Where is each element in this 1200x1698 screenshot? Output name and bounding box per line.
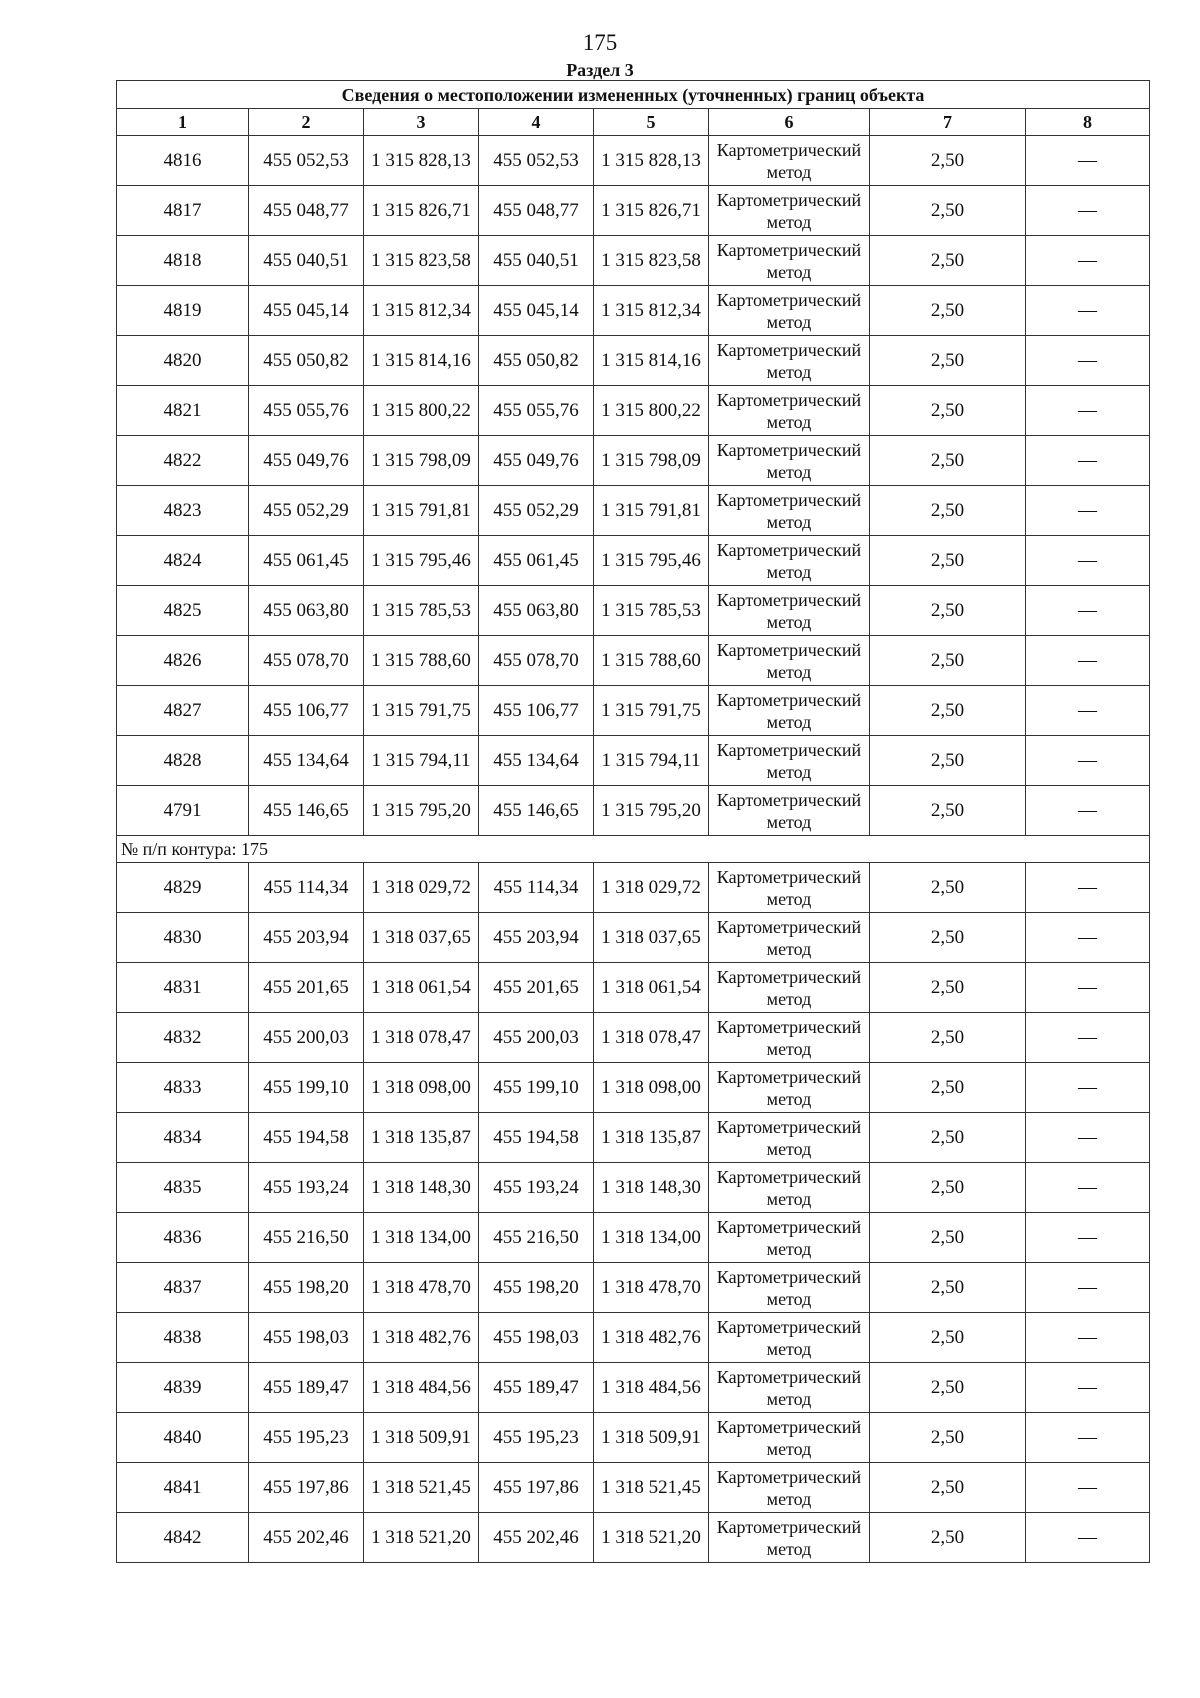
cell-method: Картометрический метод: [709, 1313, 870, 1363]
cell-x-new: 455 061,45: [479, 536, 594, 586]
cell-point-number: 4837: [117, 1263, 249, 1313]
cell-accuracy: 2,50: [870, 1263, 1026, 1313]
column-number-1: 1: [117, 109, 249, 136]
cell-accuracy: 2,50: [870, 336, 1026, 386]
cell-y-old: 1 318 098,00: [364, 1063, 479, 1113]
cell-x-old: 455 199,10: [249, 1063, 364, 1113]
cell-point-number: 4842: [117, 1513, 249, 1563]
cell-y-old: 1 315 798,09: [364, 436, 479, 486]
cell-y-new: 1 318 135,87: [594, 1113, 709, 1163]
table-row: [117, 336, 1150, 386]
cell-x-new: 455 193,24: [479, 1163, 594, 1213]
cell-accuracy: 2,50: [870, 186, 1026, 236]
cell-x-old: 455 055,76: [249, 386, 364, 436]
cell-method: Картометрический метод: [709, 913, 870, 963]
cell-y-old: 1 318 478,70: [364, 1263, 479, 1313]
cell-x-old: 455 106,77: [249, 686, 364, 736]
cell-accuracy: 2,50: [870, 786, 1026, 836]
cell-method: Картометрический метод: [709, 136, 870, 186]
table-row: [117, 1013, 1150, 1063]
cell-x-new: 455 106,77: [479, 686, 594, 736]
cell-x-old: 455 045,14: [249, 286, 364, 336]
cell-y-new: 1 318 098,00: [594, 1063, 709, 1113]
cell-method: Картометрический метод: [709, 1463, 870, 1513]
cell-description: —: [1026, 1063, 1150, 1113]
cell-x-new: 455 200,03: [479, 1013, 594, 1063]
cell-point-number: 4820: [117, 336, 249, 386]
table-row: [117, 863, 1150, 913]
cell-description: —: [1026, 286, 1150, 336]
cell-y-new: 1 315 791,75: [594, 686, 709, 736]
cell-accuracy: 2,50: [870, 586, 1026, 636]
cell-accuracy: 2,50: [870, 1113, 1026, 1163]
cell-y-old: 1 318 148,30: [364, 1163, 479, 1213]
cell-description: —: [1026, 186, 1150, 236]
cell-x-new: 455 195,23: [479, 1413, 594, 1463]
cell-method: Картометрический метод: [709, 786, 870, 836]
cell-method: Картометрический метод: [709, 636, 870, 686]
cell-point-number: 4818: [117, 236, 249, 286]
contour-label: № п/п контура: 175: [117, 836, 1150, 863]
cell-y-old: 1 315 791,81: [364, 486, 479, 536]
table-row: [117, 1513, 1150, 1563]
cell-x-old: 455 198,03: [249, 1313, 364, 1363]
cell-y-old: 1 318 029,72: [364, 863, 479, 913]
cell-method: Картометрический метод: [709, 586, 870, 636]
cell-method: Картометрический метод: [709, 1513, 870, 1563]
cell-point-number: 4816: [117, 136, 249, 186]
cell-point-number: 4823: [117, 486, 249, 536]
cell-y-old: 1 315 828,13: [364, 136, 479, 186]
cell-method: Картометрический метод: [709, 536, 870, 586]
table-row: [117, 686, 1150, 736]
cell-point-number: 4825: [117, 586, 249, 636]
cell-method: Картометрический метод: [709, 436, 870, 486]
contour-row: [117, 836, 1150, 863]
cell-y-new: 1 318 482,76: [594, 1313, 709, 1363]
cell-y-new: 1 318 078,47: [594, 1013, 709, 1063]
table-row: [117, 436, 1150, 486]
cell-method: Картометрический метод: [709, 863, 870, 913]
cell-x-old: 455 203,94: [249, 913, 364, 963]
cell-point-number: 4836: [117, 1213, 249, 1263]
cell-accuracy: 2,50: [870, 636, 1026, 686]
cell-description: —: [1026, 1263, 1150, 1313]
cell-method: Картометрический метод: [709, 236, 870, 286]
cell-description: —: [1026, 963, 1150, 1013]
cell-y-new: 1 318 478,70: [594, 1263, 709, 1313]
cell-point-number: 4827: [117, 686, 249, 736]
cell-x-new: 455 114,34: [479, 863, 594, 913]
cell-description: —: [1026, 1313, 1150, 1363]
cell-x-new: 455 055,76: [479, 386, 594, 436]
cell-x-new: 455 078,70: [479, 636, 594, 686]
column-number-7: 7: [870, 109, 1026, 136]
cell-x-old: 455 216,50: [249, 1213, 364, 1263]
cell-x-new: 455 146,65: [479, 786, 594, 836]
cell-accuracy: 2,50: [870, 1413, 1026, 1463]
table-row: [117, 386, 1150, 436]
cell-method: Картометрический метод: [709, 1113, 870, 1163]
cell-description: —: [1026, 913, 1150, 963]
cell-description: —: [1026, 586, 1150, 636]
cell-y-new: 1 315 791,81: [594, 486, 709, 536]
cell-y-new: 1 315 800,22: [594, 386, 709, 436]
cell-x-new: 455 052,29: [479, 486, 594, 536]
cell-x-old: 455 050,82: [249, 336, 364, 386]
cell-accuracy: 2,50: [870, 1213, 1026, 1263]
table-row: [117, 1113, 1150, 1163]
cell-description: —: [1026, 1163, 1150, 1213]
cell-x-old: 455 040,51: [249, 236, 364, 286]
cell-point-number: 4821: [117, 386, 249, 436]
cell-x-old: 455 049,76: [249, 436, 364, 486]
cell-y-new: 1 318 521,45: [594, 1463, 709, 1513]
cell-description: —: [1026, 1513, 1150, 1563]
cell-accuracy: 2,50: [870, 236, 1026, 286]
cell-y-old: 1 318 521,45: [364, 1463, 479, 1513]
cell-point-number: 4834: [117, 1113, 249, 1163]
cell-method: Картометрический метод: [709, 286, 870, 336]
cell-accuracy: 2,50: [870, 963, 1026, 1013]
cell-method: Картометрический метод: [709, 963, 870, 1013]
cell-y-old: 1 318 521,20: [364, 1513, 479, 1563]
cell-accuracy: 2,50: [870, 436, 1026, 486]
cell-x-old: 455 194,58: [249, 1113, 364, 1163]
cell-point-number: 4831: [117, 963, 249, 1013]
cell-y-new: 1 315 795,20: [594, 786, 709, 836]
cell-method: Картометрический метод: [709, 386, 870, 436]
cell-y-old: 1 318 037,65: [364, 913, 479, 963]
column-number-6: 6: [709, 109, 870, 136]
cell-x-new: 455 197,86: [479, 1463, 594, 1513]
cell-y-new: 1 315 828,13: [594, 136, 709, 186]
cell-point-number: 4829: [117, 863, 249, 913]
cell-y-old: 1 318 482,76: [364, 1313, 479, 1363]
cell-accuracy: 2,50: [870, 1013, 1026, 1063]
cell-x-new: 455 202,46: [479, 1513, 594, 1563]
table-row: [117, 136, 1150, 186]
section-title: Раздел 3: [566, 60, 634, 80]
cell-accuracy: 2,50: [870, 386, 1026, 436]
cell-method: Картометрический метод: [709, 1213, 870, 1263]
table-row: [117, 536, 1150, 586]
cell-x-new: 455 134,64: [479, 736, 594, 786]
cell-accuracy: 2,50: [870, 1063, 1026, 1113]
cell-point-number: 4822: [117, 436, 249, 486]
cell-x-old: 455 114,34: [249, 863, 364, 913]
table-row: [117, 913, 1150, 963]
table-row: [117, 286, 1150, 336]
cell-x-new: 455 203,94: [479, 913, 594, 963]
cell-y-new: 1 318 509,91: [594, 1413, 709, 1463]
cell-method: Картометрический метод: [709, 186, 870, 236]
cell-y-new: 1 315 823,58: [594, 236, 709, 286]
table-row: [117, 236, 1150, 286]
cell-x-new: 455 201,65: [479, 963, 594, 1013]
cell-x-old: 455 134,64: [249, 736, 364, 786]
cell-description: —: [1026, 863, 1150, 913]
cell-description: —: [1026, 436, 1150, 486]
page-number: 175: [582, 30, 618, 55]
cell-description: —: [1026, 1113, 1150, 1163]
table-row: [117, 1463, 1150, 1513]
cell-x-old: 455 195,23: [249, 1413, 364, 1463]
cell-y-old: 1 315 795,46: [364, 536, 479, 586]
cell-description: —: [1026, 236, 1150, 286]
cell-description: —: [1026, 1013, 1150, 1063]
cell-y-new: 1 315 814,16: [594, 336, 709, 386]
cell-method: Картометрический метод: [709, 486, 870, 536]
cell-x-new: 455 052,53: [479, 136, 594, 186]
cell-y-new: 1 318 484,56: [594, 1363, 709, 1413]
cell-y-new: 1 318 037,65: [594, 913, 709, 963]
cell-point-number: 4826: [117, 636, 249, 686]
cell-x-new: 455 194,58: [479, 1113, 594, 1163]
table-row: [117, 1063, 1150, 1113]
cell-point-number: 4841: [117, 1463, 249, 1513]
cell-method: Картометрический метод: [709, 686, 870, 736]
cell-y-new: 1 318 521,20: [594, 1513, 709, 1563]
table-row: [117, 586, 1150, 636]
cell-point-number: 4830: [117, 913, 249, 963]
cell-description: —: [1026, 1363, 1150, 1413]
table-row: [117, 963, 1150, 1013]
cell-accuracy: 2,50: [870, 286, 1026, 336]
cell-x-old: 455 078,70: [249, 636, 364, 686]
table-row: [117, 186, 1150, 236]
cell-description: —: [1026, 736, 1150, 786]
cell-y-old: 1 315 826,71: [364, 186, 479, 236]
cell-method: Картометрический метод: [709, 1363, 870, 1413]
cell-x-old: 455 146,65: [249, 786, 364, 836]
cell-x-new: 455 198,03: [479, 1313, 594, 1363]
cell-x-old: 455 048,77: [249, 186, 364, 236]
table-caption: Сведения о местоположении измененных (уточненных) границ объекта: [117, 81, 1150, 109]
table-row: [117, 636, 1150, 686]
cell-y-new: 1 318 134,00: [594, 1213, 709, 1263]
column-number-2: 2: [249, 109, 364, 136]
cell-accuracy: 2,50: [870, 736, 1026, 786]
cell-x-new: 455 063,80: [479, 586, 594, 636]
cell-point-number: 4791: [117, 786, 249, 836]
cell-description: —: [1026, 336, 1150, 386]
table-row: [117, 1363, 1150, 1413]
cell-y-old: 1 318 134,00: [364, 1213, 479, 1263]
cell-x-new: 455 045,14: [479, 286, 594, 336]
table-row: [117, 786, 1150, 836]
cell-y-new: 1 315 812,34: [594, 286, 709, 336]
cell-accuracy: 2,50: [870, 1163, 1026, 1213]
cell-point-number: 4828: [117, 736, 249, 786]
cell-x-old: 455 198,20: [249, 1263, 364, 1313]
cell-point-number: 4819: [117, 286, 249, 336]
cell-x-old: 455 052,53: [249, 136, 364, 186]
cell-method: Картометрический метод: [709, 1413, 870, 1463]
cell-x-new: 455 048,77: [479, 186, 594, 236]
cell-y-old: 1 315 823,58: [364, 236, 479, 286]
cell-accuracy: 2,50: [870, 536, 1026, 586]
cell-description: —: [1026, 786, 1150, 836]
column-number-8: 8: [1026, 109, 1150, 136]
cell-point-number: 4833: [117, 1063, 249, 1113]
cell-accuracy: 2,50: [870, 1513, 1026, 1563]
cell-accuracy: 2,50: [870, 486, 1026, 536]
cell-accuracy: 2,50: [870, 863, 1026, 913]
cell-description: —: [1026, 1213, 1150, 1263]
cell-x-old: 455 052,29: [249, 486, 364, 536]
cell-x-new: 455 040,51: [479, 236, 594, 286]
column-number-row: [117, 109, 1150, 136]
cell-x-old: 455 193,24: [249, 1163, 364, 1213]
cell-method: Картометрический метод: [709, 336, 870, 386]
table-caption-row: [117, 81, 1150, 109]
cell-x-new: 455 050,82: [479, 336, 594, 386]
cell-description: —: [1026, 536, 1150, 586]
table-row: [117, 1263, 1150, 1313]
cell-x-new: 455 199,10: [479, 1063, 594, 1113]
cell-x-old: 455 202,46: [249, 1513, 364, 1563]
cell-accuracy: 2,50: [870, 1363, 1026, 1413]
cell-y-new: 1 318 029,72: [594, 863, 709, 913]
cell-description: —: [1026, 136, 1150, 186]
cell-y-old: 1 315 800,22: [364, 386, 479, 436]
table-row: [117, 1313, 1150, 1363]
column-number-5: 5: [594, 109, 709, 136]
column-number-4: 4: [479, 109, 594, 136]
cell-y-new: 1 315 788,60: [594, 636, 709, 686]
cell-y-old: 1 315 814,16: [364, 336, 479, 386]
boundary-coordinates-table: [116, 80, 1150, 1563]
cell-description: —: [1026, 386, 1150, 436]
table-row: [117, 1213, 1150, 1263]
cell-point-number: 4839: [117, 1363, 249, 1413]
cell-method: Картометрический метод: [709, 1013, 870, 1063]
cell-y-old: 1 318 061,54: [364, 963, 479, 1013]
cell-point-number: 4817: [117, 186, 249, 236]
cell-x-old: 455 189,47: [249, 1363, 364, 1413]
cell-accuracy: 2,50: [870, 1463, 1026, 1513]
cell-y-new: 1 315 785,53: [594, 586, 709, 636]
cell-accuracy: 2,50: [870, 913, 1026, 963]
cell-description: —: [1026, 686, 1150, 736]
cell-x-new: 455 049,76: [479, 436, 594, 486]
cell-y-new: 1 315 795,46: [594, 536, 709, 586]
cell-y-old: 1 318 078,47: [364, 1013, 479, 1063]
cell-x-new: 455 198,20: [479, 1263, 594, 1313]
cell-x-old: 455 200,03: [249, 1013, 364, 1063]
cell-description: —: [1026, 1413, 1150, 1463]
cell-description: —: [1026, 1463, 1150, 1513]
cell-y-old: 1 315 785,53: [364, 586, 479, 636]
cell-x-old: 455 201,65: [249, 963, 364, 1013]
cell-x-old: 455 061,45: [249, 536, 364, 586]
cell-y-old: 1 315 795,20: [364, 786, 479, 836]
cell-method: Картометрический метод: [709, 736, 870, 786]
cell-accuracy: 2,50: [870, 1313, 1026, 1363]
table-row: [117, 1413, 1150, 1463]
cell-point-number: 4832: [117, 1013, 249, 1063]
cell-method: Картометрический метод: [709, 1163, 870, 1213]
cell-description: —: [1026, 636, 1150, 686]
cell-y-old: 1 318 509,91: [364, 1413, 479, 1463]
table-row: [117, 1163, 1150, 1213]
cell-y-old: 1 315 791,75: [364, 686, 479, 736]
cell-y-new: 1 318 148,30: [594, 1163, 709, 1213]
cell-method: Картометрический метод: [709, 1063, 870, 1113]
cell-y-new: 1 318 061,54: [594, 963, 709, 1013]
cell-y-old: 1 315 812,34: [364, 286, 479, 336]
cell-method: Картометрический метод: [709, 1263, 870, 1313]
cell-y-new: 1 315 794,11: [594, 736, 709, 786]
cell-point-number: 4835: [117, 1163, 249, 1213]
cell-y-new: 1 315 826,71: [594, 186, 709, 236]
cell-y-old: 1 318 135,87: [364, 1113, 479, 1163]
cell-point-number: 4840: [117, 1413, 249, 1463]
cell-point-number: 4824: [117, 536, 249, 586]
cell-y-old: 1 315 794,11: [364, 736, 479, 786]
cell-x-old: 455 063,80: [249, 586, 364, 636]
cell-y-new: 1 315 798,09: [594, 436, 709, 486]
cell-y-old: 1 318 484,56: [364, 1363, 479, 1413]
cell-x-old: 455 197,86: [249, 1463, 364, 1513]
cell-accuracy: 2,50: [870, 686, 1026, 736]
cell-accuracy: 2,50: [870, 136, 1026, 186]
cell-x-new: 455 189,47: [479, 1363, 594, 1413]
cell-description: —: [1026, 486, 1150, 536]
cell-point-number: 4838: [117, 1313, 249, 1363]
table-row: [117, 486, 1150, 536]
table-row: [117, 736, 1150, 786]
column-number-3: 3: [364, 109, 479, 136]
cell-y-old: 1 315 788,60: [364, 636, 479, 686]
cell-x-new: 455 216,50: [479, 1213, 594, 1263]
